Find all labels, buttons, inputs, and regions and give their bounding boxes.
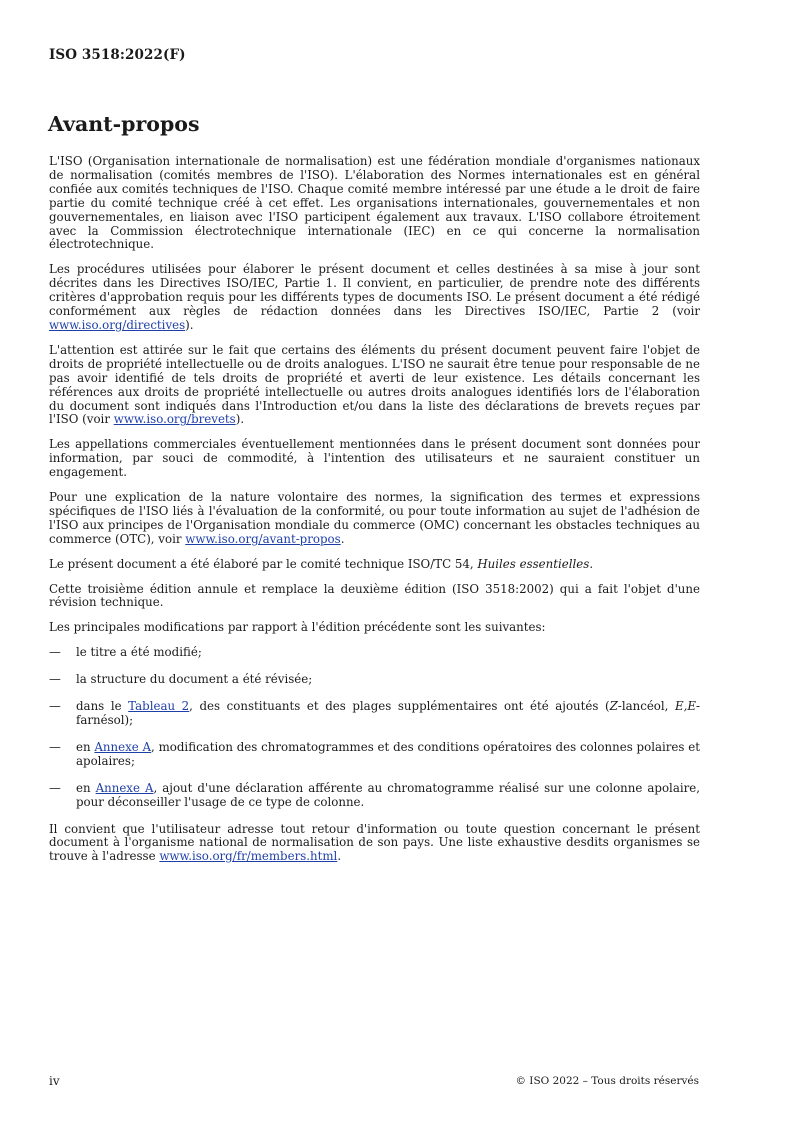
paragraph-text: Il convient que l'utilisateur adresse tout retour d'information ou toute question concernant le présent document à l'organisme national de normalisation de son pays. Une liste exhaustive desdits organismes se trouve à l'adresse bbox=[49, 821, 700, 864]
dash-bullet: — bbox=[49, 699, 61, 714]
list-item-text: , des constituants et des plages supplémentaires ont été ajoutés ( bbox=[189, 699, 610, 714]
paragraph-feedback bbox=[49, 823, 700, 865]
page-title: Avant-propos bbox=[48, 112, 200, 136]
members-link[interactable]: www.iso.org/fr/members.html bbox=[159, 849, 338, 864]
paragraph-text-end: ). bbox=[185, 317, 194, 332]
paragraph-procedures bbox=[49, 263, 700, 333]
paragraph-patents bbox=[49, 344, 700, 427]
paragraph-text-end: ). bbox=[235, 412, 245, 427]
paragraph-iso-intro: L'ISO (Organisation internationale de normalisation) est une fédération mondiale d'organismes nationaux de normalisation (comités membres de l'ISO). L'élaboration des Normes internationales est en général confiée aux comités techniques de l'ISO. Chaque comité membre intéressé par une étude a le droit de faire partie du comité technique créé à cet effet. Les organisations internationales, gouvernementales et non gouvernementales, en liaison avec l'ISO participent également aux travaux. L'ISO collabore étroitement avec la Commission électrotechnique internationale (IEC) en ce qui concerne la normalisation électrotechnique. bbox=[49, 154, 700, 252]
dash-bullet: — bbox=[49, 645, 61, 660]
dash-bullet: — bbox=[49, 672, 61, 687]
patents-link[interactable]: www.iso.org/brevets bbox=[113, 412, 236, 427]
list-item-text: en bbox=[76, 739, 95, 754]
paragraph-changes-intro: Les principales modifications par rapport à l'édition précédente sont les suivantes: bbox=[49, 620, 546, 635]
paragraph-committee bbox=[49, 558, 700, 572]
copyright-notice: © ISO 2022 – Tous droits réservés bbox=[515, 1075, 699, 1087]
list-item-text: , modification des chromatogrammes et des conditions opératoires des colonnes polaires et apolaires; bbox=[76, 739, 700, 768]
directives-link[interactable]: www.iso.org/directives bbox=[49, 317, 186, 332]
list-item-text: le titre a été modifié; bbox=[76, 645, 202, 660]
annex-a-link[interactable]: Annexe A bbox=[95, 780, 154, 795]
paragraph-text-end: . bbox=[589, 556, 594, 571]
paragraph-text: Pour une explication de la nature volontaire des normes, la signification des termes et expressions spécifiques de l'ISO liés à l'évaluation de la conformité, ou pour toute information au sujet de l'adhésion de l'ISO aux principes de l'Organisation mondiale du commerce (OMC) concernant les obstacles techniques au commerce (OTC), voir bbox=[49, 490, 700, 546]
dash-bullet: — bbox=[49, 780, 61, 795]
foreword-body bbox=[49, 155, 700, 875]
committee-title: Huiles essentielles bbox=[477, 556, 590, 571]
list-item bbox=[49, 741, 700, 769]
document-identifier: ISO 3518:2022(F) bbox=[49, 47, 186, 63]
list-item-text: dans le bbox=[76, 699, 129, 714]
isomer-ee: E,E bbox=[675, 699, 696, 714]
foreword-link[interactable]: www.iso.org/avant-propos bbox=[185, 531, 341, 546]
list-item-text: -farnésol); bbox=[76, 699, 700, 727]
annex-a-link[interactable]: Annexe A bbox=[94, 739, 152, 754]
paragraph-edition: Cette troisième édition annule et remplace la deuxième édition (ISO 3518:2002) qui a fait l'objet d'une révision technique. bbox=[49, 581, 700, 610]
list-item bbox=[49, 673, 700, 687]
isomer-z: Z bbox=[609, 699, 618, 714]
list-item-text: -lancéol, bbox=[617, 699, 676, 714]
page-number: iv bbox=[49, 1074, 60, 1088]
list-item-text: , ajout d'une déclaration afférente au chromatogramme réalisé sur une colonne apolaire, pour déconseiller l'usage de ce type de colonne. bbox=[76, 780, 700, 809]
list-item bbox=[49, 646, 700, 660]
dash-bullet: — bbox=[49, 739, 61, 754]
list-item-text: en bbox=[76, 780, 96, 795]
paragraph-voluntary-nature bbox=[49, 491, 700, 547]
paragraph-text-end: . bbox=[340, 531, 345, 546]
paragraph-text-end: . bbox=[337, 849, 342, 864]
list-item-text: la structure du document a été révisée; bbox=[76, 672, 313, 687]
paragraph-text: Les procédures utilisées pour élaborer le présent document et celles destinées à sa mise à jour sont décrites dans les Directives ISO/IEC, Partie 1. Il convient, en particulier, de prendre note des différents critères d'approbation requis pour les différents types de documents ISO. Le présent document a été rédigé conformément aux règles de rédaction données dans les Directives ISO/IEC, Partie 2 (voir bbox=[49, 262, 700, 319]
changes-list bbox=[49, 646, 700, 809]
paragraph-trade-names: Les appellations commerciales éventuellement mentionnées dans le présent document sont données pour information, par souci de commodité, à l'intention des utilisateurs et ne sauraient constituer un engagement. bbox=[49, 437, 700, 480]
paragraph-text: L'attention est attirée sur le fait que certains des éléments du présent document peuvent faire l'objet de droits de propriété intellectuelle ou de droits analogues. L'ISO ne saurait être tenue pour responsable de ne pas avoir identifié de tels droits de propriété et averti de leur existence. Les détails concernant les références aux droits de propriété intellectuelle ou autres droits analogues identifiés lors de l'élaboration du document sont indiqués dans l'Introduction et/ou dans la liste des déclarations de brevets reçues par l'ISO (voir bbox=[49, 342, 700, 427]
list-item bbox=[49, 782, 700, 810]
table-2-link[interactable]: Tableau 2 bbox=[128, 699, 190, 714]
list-item bbox=[49, 700, 700, 728]
paragraph-text: Le présent document a été élaboré par le comité technique ISO/TC 54, bbox=[49, 556, 478, 571]
